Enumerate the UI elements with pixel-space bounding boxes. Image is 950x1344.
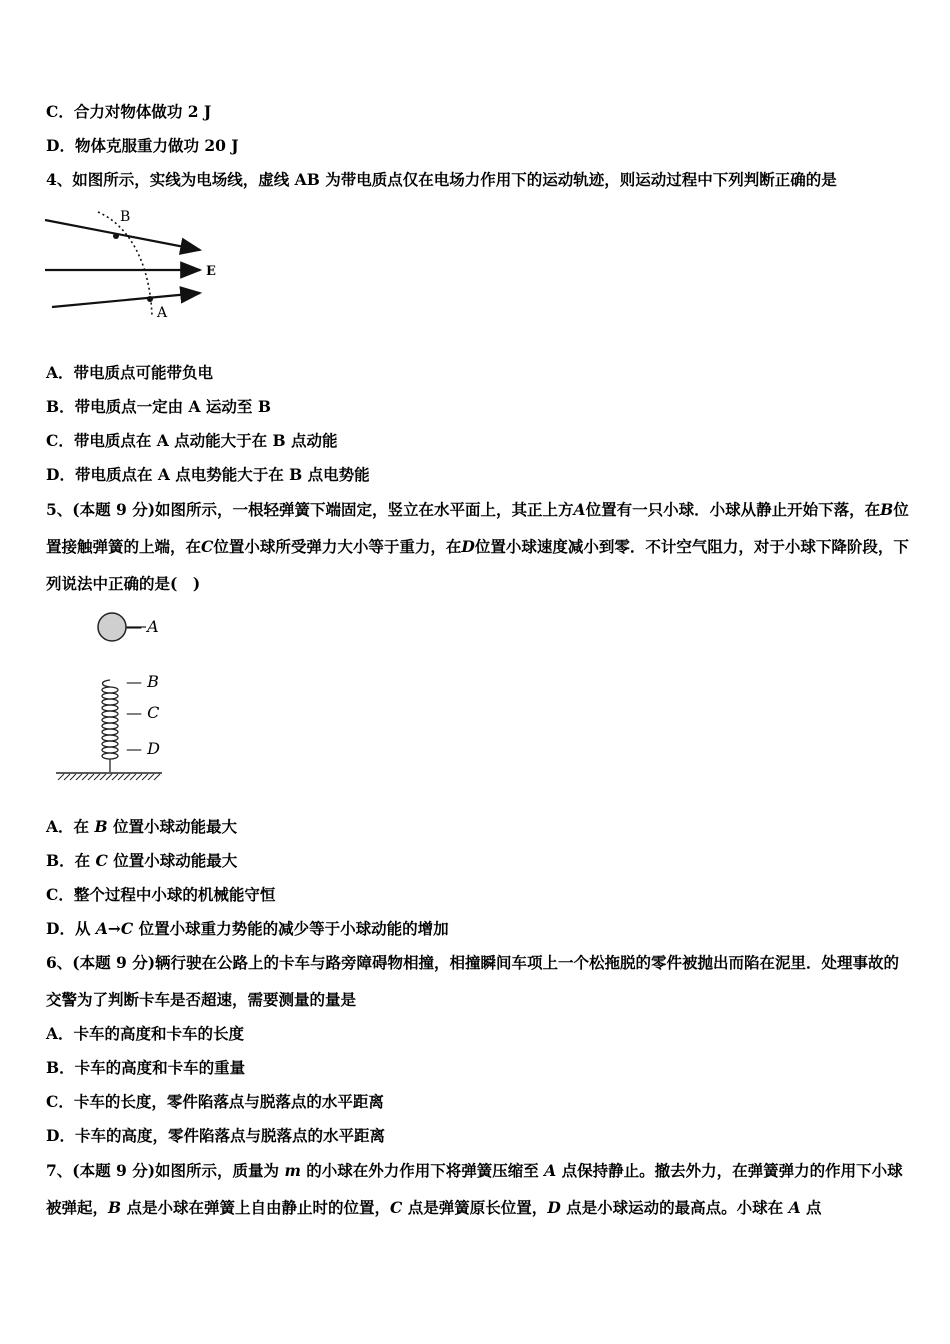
label-b: — B xyxy=(126,672,159,691)
q6-option-d: D．卡车的高度，零件陷落点与脱落点的水平距离 xyxy=(46,1126,385,1145)
q4-option-c: C．带电质点在 A 点动能大于在 B 点动能 xyxy=(46,431,338,450)
q5-option-d: D．从 A→C 位置小球重力势能的减少等于小球动能的增加 xyxy=(46,919,449,938)
ground-hatching xyxy=(58,774,160,780)
q4-option-a: A．带电质点可能带负电 xyxy=(46,363,214,382)
q4-option-b: B．带电质点一定由 A 运动至 B xyxy=(46,397,271,416)
q6-option-a: A．卡车的高度和卡车的长度 xyxy=(46,1024,245,1043)
q5-option-b: B．在 C 位置小球动能最大 xyxy=(46,851,238,870)
point-b-dot xyxy=(113,233,119,239)
field-line-bottom xyxy=(52,293,200,307)
q3-option-c: C．合力对物体做功 2 J xyxy=(46,102,212,121)
label-c: — C xyxy=(126,703,160,722)
q6-option-b: B．卡车的高度和卡车的重量 xyxy=(46,1058,246,1077)
q3-option-d: D．物体克服重力做功 20 J xyxy=(46,136,239,155)
q5-option-c: C．整个过程中小球的机械能守恒 xyxy=(46,885,276,904)
point-a-dot xyxy=(147,296,153,302)
spring xyxy=(102,680,118,772)
q5-spring-figure xyxy=(54,608,194,784)
label-e: E xyxy=(206,264,216,279)
label-d: — D xyxy=(126,739,160,758)
label-b: B xyxy=(120,209,131,225)
label-a: — A xyxy=(126,617,159,636)
q4-option-d: D．带电质点在 A 点电势能大于在 B 点电势能 xyxy=(46,465,370,484)
q7-stem: 7、(本题 9 分)如图所示，质量为 m 的小球在外力作用下将弹簧压缩至 A 点保持静止。撤去外力，在弹簧弹力的作用下小球被弹起，B 点是小球在弹簧上自由静止时的位置，C 点是弹簧原长位置，D 点是小球运动的最高点。小球在 A 点 xyxy=(46,1161,903,1217)
q6-stem: 6、(本题 9 分)辆行驶在公路上的卡车与路旁障碍物相撞，相撞瞬间车项上一个松拖脱的零件被抛出而陷在泥里．处理事故的交警为了判断卡车是否超速，需要测量的量是 xyxy=(46,953,900,1009)
q4-electric-field-figure xyxy=(40,204,230,324)
ball xyxy=(98,613,126,641)
q5-option-a: A．在 B 位置小球动能最大 xyxy=(46,817,237,836)
q4-stem: 4、如图所示，实线为电场线，虚线 AB 为带电质点仅在电场力作用下的运动轨迹，则运动过程中下列判断正确的是 xyxy=(46,170,837,189)
q5-stem: 5、(本题 9 分)如图所示，一根轻弹簧下端固定，竖立在水平面上，其正上方A位置有一只小球．小球从静止开始下落，在B位置接触弹簧的上端，在C位置小球所受弹力大小等于重力，在D位置小球速度减小到零．不计空气阻力，对于小球下降阶段，下列说法中正确的是( ) xyxy=(46,500,909,593)
label-a: A xyxy=(157,305,168,321)
q6-option-c: C．卡车的长度，零件陷落点与脱落点的水平距离 xyxy=(46,1092,384,1111)
